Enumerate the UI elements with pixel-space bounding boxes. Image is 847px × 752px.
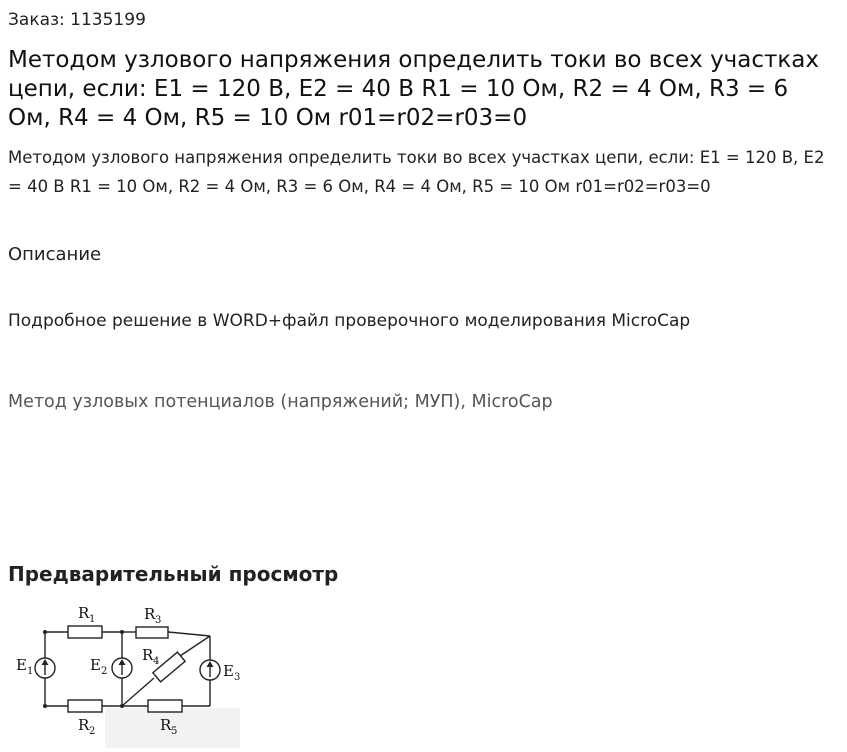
label-e3-sub: 3 <box>234 672 241 683</box>
label-r2-sub: 2 <box>89 726 96 737</box>
task-summary: Методом узлового напряжения определить токи во всех участках цепи, если: Е1 = 120 В, Е2 = 40 В R1 = 10 Ом, R2 = 4 Ом, R3 = 6 Ом, R4 = 4 Ом, R5 = 10 Ом r01=r02=r03=0 <box>8 148 825 196</box>
description-label: Описание <box>8 244 102 265</box>
label-r4-sub: 4 <box>153 656 160 667</box>
label-r5: R <box>160 716 172 734</box>
label-e2: E <box>90 656 101 674</box>
preview-image[interactable] <box>10 598 242 748</box>
category-tags: Метод узловых потенциалов (напряжений; МУП), MicroCap <box>8 392 553 412</box>
junction-dot <box>120 630 124 634</box>
label-e3: E <box>223 662 234 680</box>
label-r1: R <box>78 604 90 622</box>
label-r3-sub: 3 <box>155 615 162 626</box>
label-e1: E <box>16 656 27 674</box>
preview-heading: Предварительный просмотр <box>8 562 339 586</box>
junction-dot <box>43 704 47 708</box>
description-text: Подробное решение в WORD+файл проверочного моделирования MicroCap <box>8 311 691 331</box>
source-e1 <box>35 658 55 678</box>
label-r1-sub: 1 <box>89 614 96 625</box>
source-e3 <box>200 660 220 680</box>
source-e2 <box>112 658 132 678</box>
resistor-r3 <box>136 627 168 638</box>
label-r4: R <box>142 646 154 664</box>
label-e1-sub: 1 <box>27 666 34 677</box>
resistor-r5 <box>148 700 182 712</box>
resistor-r1 <box>68 626 102 638</box>
resistor-r2 <box>68 700 102 712</box>
page-title: Методом узлового напряжения определить токи во всех участках цепи, если: Е1 = 120 В, Е2 = 40 В R1 = 10 Ом, R2 = 4 Ом, R3 = 6 Ом, R4 = 4 Ом, R5 = 10 Ом r01=r02=r03=0 <box>8 47 820 131</box>
circuit-schematic <box>10 598 242 748</box>
label-r2: R <box>78 716 90 734</box>
label-r5-sub: 5 <box>171 726 178 737</box>
label-e2-sub: 2 <box>101 666 108 677</box>
label-r3: R <box>144 605 156 623</box>
junction-dot <box>120 704 124 708</box>
junction-dot <box>43 630 47 634</box>
order-number: Заказ: 1135199 <box>8 10 146 30</box>
